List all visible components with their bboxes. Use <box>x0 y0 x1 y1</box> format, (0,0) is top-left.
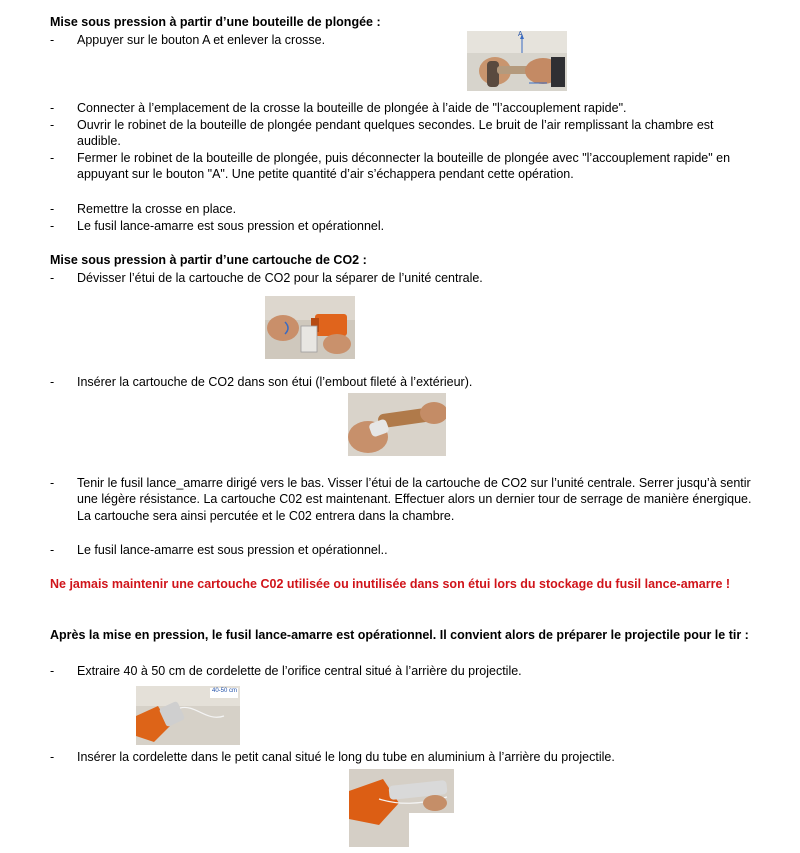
photo-insert-cartridge <box>348 393 446 456</box>
photo-press-button-a <box>467 31 567 91</box>
photo-label-a: A <box>518 31 523 38</box>
bullet-dash: - <box>50 118 55 132</box>
photo-extract-cord <box>136 686 240 745</box>
bullet-text: Fermer le robinet de la bouteille de plongée, puis déconnecter la bouteille de plongée avec "l’accouplement rapide" en appuyant sur le bouton "A". Une petite quantité d’air s’échappera pendant cette opération. <box>77 151 731 182</box>
bullet-dash: - <box>50 202 55 216</box>
bullet-dash: - <box>50 101 55 115</box>
bullet-dash: - <box>50 375 55 389</box>
bullet-dash: - <box>50 219 55 233</box>
bullet-dash: - <box>50 271 55 285</box>
bullet-dash: - <box>50 543 55 557</box>
bullet-text: Extraire 40 à 50 cm de cordelette de l’orifice central situé à l’arrière du projectile. <box>77 664 522 678</box>
bullet-text: Le fusil lance-amarre est sous pression et opérationnel.. <box>77 543 388 557</box>
bullet-dash: - <box>50 750 55 764</box>
bullet-text: Appuyer sur le bouton A et enlever la crosse. <box>77 33 326 47</box>
bullet-dash: - <box>50 664 55 678</box>
bullet-text: Le fusil lance-amarre est sous pression et opérationnel. <box>77 219 385 233</box>
bullet-dash: - <box>50 33 55 47</box>
bullet-text: Insérer la cartouche de CO2 dans son étui (l’embout fileté à l’extérieur). <box>77 375 473 389</box>
bullet-text: Connecter à l’emplacement de la crosse la bouteille de plongée à l’aide de "l’accouplement rapide". <box>77 101 627 115</box>
photo-unscrew-cartridge-case <box>265 296 355 359</box>
storage-warning: Ne jamais maintenir une cartouche C02 utilisée ou inutilisée dans son étui lors du stockage du fusil lance-amarre ! <box>50 577 731 591</box>
bullet-text: Remettre la crosse en place. <box>77 202 237 216</box>
bullet-dash: - <box>50 476 55 490</box>
bullet-text: Dévisser l’étui de la cartouche de CO2 pour la séparer de l’unité centrale. <box>77 271 483 285</box>
photo-insert-cord-channel <box>349 769 454 847</box>
photo-label-cord-length: 40-50 cm <box>212 688 238 694</box>
bullet-text: Insérer la cordelette dans le petit canal situé le long du tube en aluminium à l’arrière du projectile. <box>77 750 615 764</box>
bullet-text: Ouvrir le robinet de la bouteille de plongée pendant quelques secondes. Le bruit de l’air remplissant la chambre est audible. <box>77 118 714 149</box>
bullet-text: Tenir le fusil lance_amarre dirigé vers le bas. Visser l’étui de la cartouche de CO2 sur l’unité centrale. Serrer jusqu’à sentir une légère résistance. La cartouche C02 est maintenant. Effectuer alors un dernier tour de serrage de manière énergique. La cartouche sera ainsi percutée et le C02 entrera dans la chambre. <box>77 476 752 523</box>
section-heading-co2: Mise sous pression à partir d’une cartouche de CO2 : <box>50 253 367 267</box>
section-heading-dive-tank: Mise sous pression à partir d’une bouteille de plongée : <box>50 15 381 29</box>
bullet-dash: - <box>50 151 55 165</box>
projectile-prep-intro: Après la mise en pression, le fusil lance-amarre est opérationnel. Il convient alors de préparer le projectile pour le tir : <box>50 628 749 642</box>
